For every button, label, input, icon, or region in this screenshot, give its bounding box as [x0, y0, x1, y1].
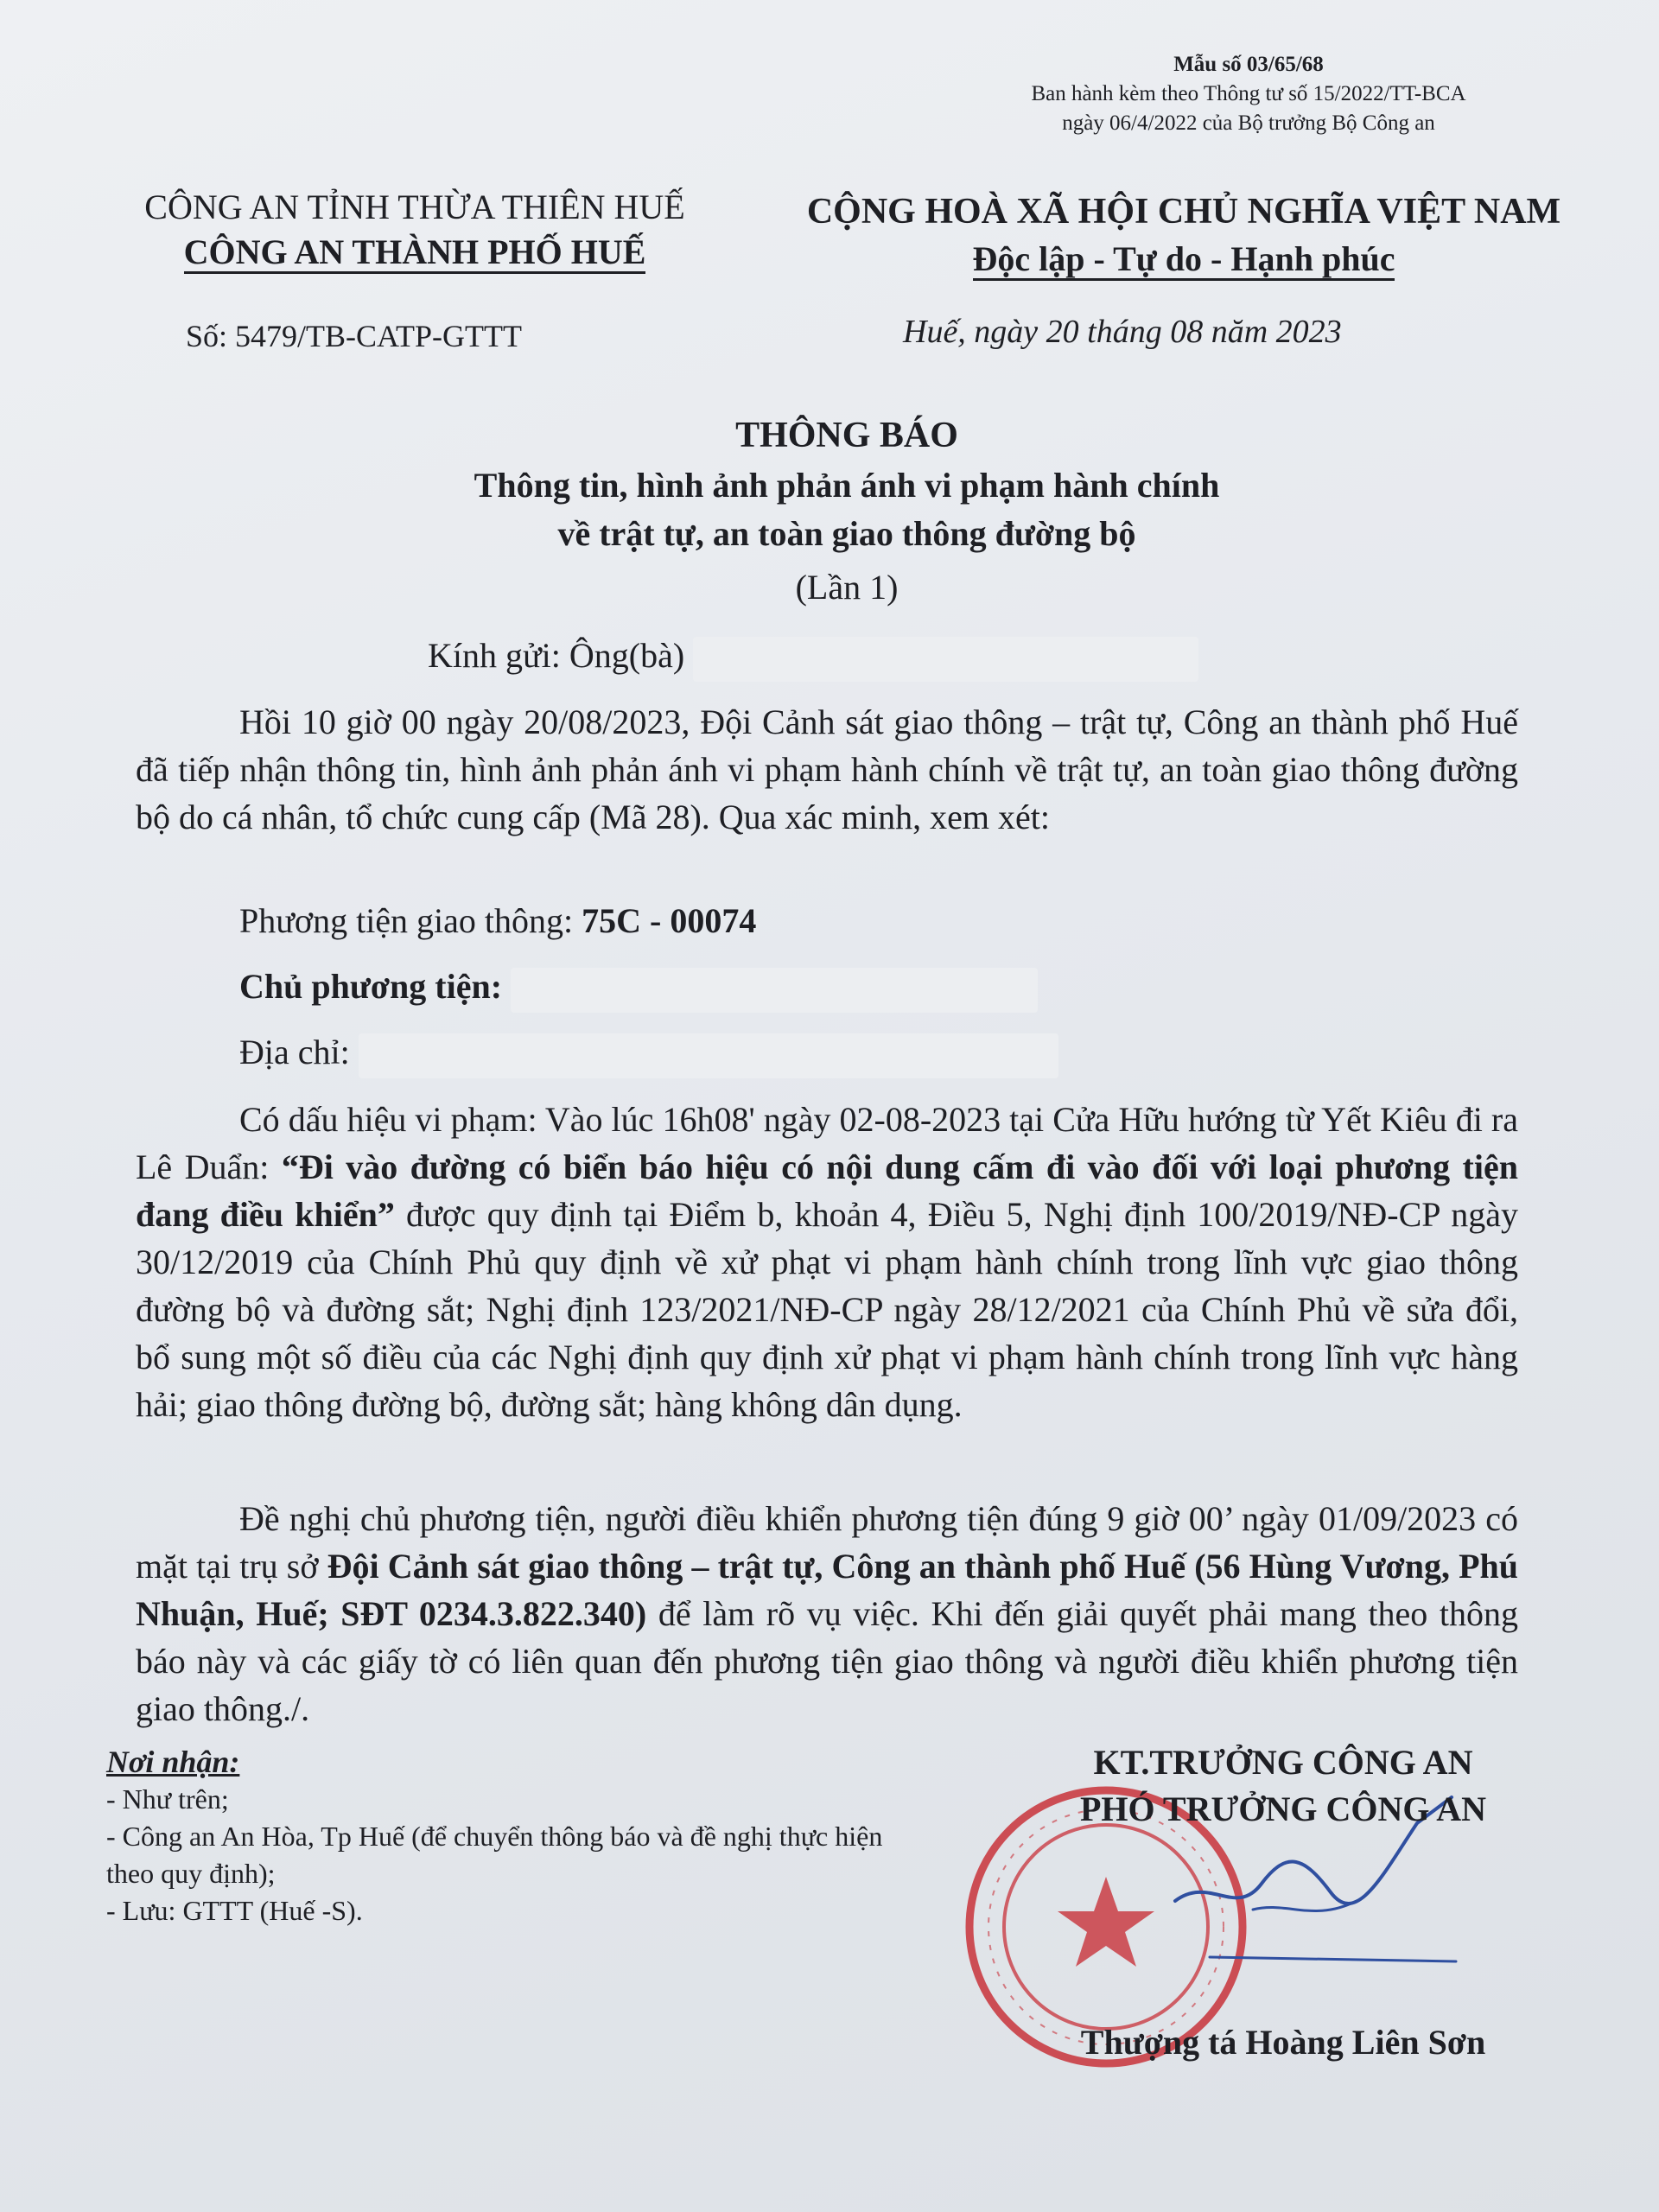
- issuing-authority: [60, 185, 769, 275]
- request-text: [136, 1495, 1518, 1732]
- address-label: Địa chỉ:: [239, 1033, 350, 1071]
- province-police: CÔNG AN TỈNH THỪA THIÊN HUẾ: [144, 188, 685, 226]
- distribution-label: Nơi nhận:: [106, 1745, 240, 1779]
- intro-text: Hồi 10 giờ 00 ngày 20/08/2023, Đội Cảnh sát giao thông – trật tự, Công an thành phố Huế đã tiếp nhận thông tin, hình ảnh phản ánh vi phạm hành chính về trật tự, an toàn giao thông đường bộ do cá nhân, tổ chức cung cấp (Mã 28). Qua xác minh, xem xét:: [136, 702, 1518, 836]
- request-office: Đội Cảnh sát giao thông – trật tự, Công an thành phố Huế (56 Hùng Vương, Phú Nhuận, Huế; SĐT 0234.3.822.340): [136, 1547, 1518, 1633]
- request-intro: Đề nghị chủ phương tiện, người điều khiển phương tiện đúng 9 giờ 00’ ngày 01/09/2023 có mặt tại trụ sở: [136, 1499, 1518, 1586]
- request-rest: để làm rõ vụ việc. Khi đến giải quyết phải mang theo thông báo này và các giấy tờ có liên quan đến phương tiện giao thông và người điều khiển phương tiện giao thông./.: [136, 1594, 1519, 1728]
- redacted-name: [693, 637, 1198, 682]
- owner-label: Chủ phương tiện:: [239, 967, 503, 1006]
- owner-line: [239, 966, 1038, 1013]
- addressee-line: [428, 635, 1198, 682]
- form-code-line-1: Ban hành kèm theo Thông tư số 15/2022/TT-BCA: [1031, 81, 1466, 105]
- document-date: Huế, ngày 20 tháng 08 năm 2023: [903, 314, 1342, 350]
- violation-quote: “Đi vào đường có biển báo hiệu có nội dung cấm đi vào đối với loại phương tiện đang điều khiển”: [136, 1147, 1518, 1234]
- distribution-list: [106, 1744, 884, 1929]
- form-code-line-2: ngày 06/4/2022 của Bộ trưởng Bộ Công an: [1062, 111, 1435, 135]
- document-title-block: [156, 410, 1538, 612]
- document-number: Số: 5479/TB-CATP-GTTT: [186, 319, 523, 353]
- national-heading: [743, 188, 1624, 283]
- distribution-item: - Lưu: GTTT (Huế -S).: [106, 1895, 363, 1926]
- notice-round: (Lần 1): [795, 567, 899, 607]
- city-police: [60, 230, 769, 275]
- addressee-label: Kính gửi: Ông(bà): [428, 636, 694, 675]
- city-police-name: CÔNG AN THÀNH PHỐ HUẾ: [184, 232, 646, 274]
- address-line: [239, 1032, 1058, 1078]
- document-title: THÔNG BÁO: [735, 416, 958, 455]
- signature-title-2: PHÓ TRƯỞNG CÔNG AN: [1079, 1789, 1487, 1828]
- violation-legal-basis: được quy định tại Điểm b, khoản 4, Điều 5, Nghị định 100/2019/NĐ-CP ngày 30/12/2019 của Chính Phủ quy định về xử phạt vi phạm hành chính trong lĩnh vực giao thông đường bộ và đường sắt; Nghị định 123/2021/NĐ-CP ngày 28/12/2021 của Chính Phủ về sửa đổi, bổ sung một số điều của các Nghị định quy định xử phạt vi phạm hành chính trong lĩnh vực hàng hải; giao thông đường bộ, đường sắt; hàng không dân dụng.: [136, 1195, 1518, 1424]
- nation-title: CỘNG HOÀ XÃ HỘI CHỦ NGHĨA VIỆT NAM: [806, 192, 1561, 232]
- vehicle-label: Phương tiện giao thông:: [239, 901, 582, 940]
- vehicle-line: [239, 900, 756, 941]
- national-motto: Độc lập - Tự do - Hạnh phúc: [973, 239, 1395, 281]
- license-plate: 75C - 00074: [582, 901, 757, 940]
- distribution-item: - Như trên;: [106, 1783, 229, 1815]
- distribution-item: - Công an An Hòa, Tp Huế (để chuyển thông báo và đề nghị thực hiện theo quy định);: [106, 1821, 883, 1889]
- document-subtitle-1: Thông tin, hình ảnh phản ánh vi phạm hành chính: [474, 465, 1220, 505]
- form-code-title: Mẫu số 03/65/68: [1173, 53, 1324, 76]
- request-paragraph: [136, 1495, 1518, 1732]
- form-code-block: [916, 50, 1581, 137]
- document-subtitle-2: về trật tự, an toàn giao thông đường bộ: [557, 513, 1136, 553]
- violation-paragraph: [136, 1096, 1518, 1428]
- redacted-address: [359, 1033, 1058, 1078]
- signature-block: [968, 1739, 1599, 1833]
- signature-title-1: KT.TRƯỞNG CÔNG AN: [1093, 1743, 1473, 1782]
- intro-paragraph: [136, 698, 1518, 841]
- violation-intro: Có dấu hiệu vi phạm: Vào lúc 16h08' ngày 02-08-2023 tại Cửa Hữu hướng từ Yết Kiêu đi ra Lê Duẩn:: [136, 1100, 1518, 1186]
- redacted-owner: [511, 968, 1038, 1013]
- signer-name: Thượng tá Hoàng Liên Sơn: [1080, 2023, 1486, 2062]
- violation-text: [136, 1096, 1518, 1428]
